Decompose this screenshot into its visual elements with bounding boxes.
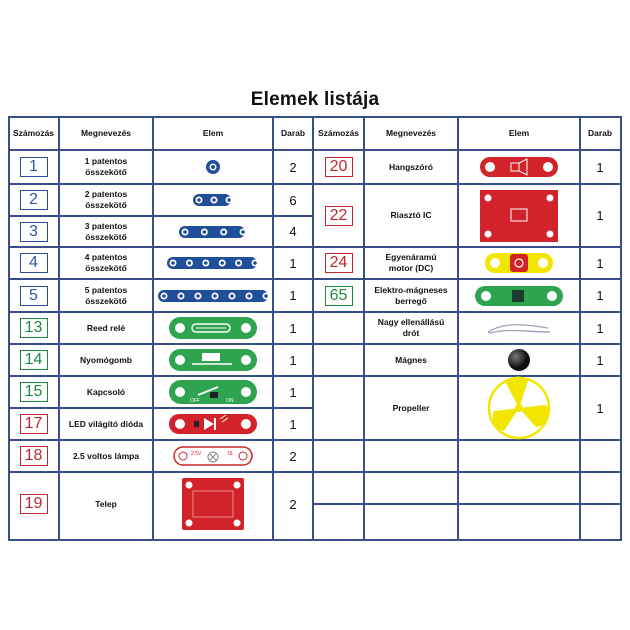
part-name-line: Nyomógomb bbox=[80, 354, 132, 365]
snap-2-icon bbox=[191, 190, 235, 210]
part-image bbox=[458, 184, 580, 247]
part-number-cell bbox=[313, 344, 364, 376]
part-name-line: összekötő bbox=[85, 200, 127, 210]
header-elem-left: Elem bbox=[202, 128, 224, 138]
alarm-ic-icon bbox=[479, 189, 559, 243]
part-number: 18 bbox=[20, 446, 48, 466]
part-name-line: 4 patentos bbox=[84, 252, 128, 262]
part-image bbox=[153, 279, 273, 312]
part-name-line: Hangszóró bbox=[389, 161, 433, 172]
part-image bbox=[458, 344, 580, 376]
switch-icon bbox=[168, 379, 258, 405]
led-icon bbox=[168, 413, 258, 435]
part-number-cell bbox=[8, 472, 59, 536]
part-quantity: 1 bbox=[596, 255, 604, 271]
part-quantity: 1 bbox=[596, 208, 604, 223]
part-name-line: Mágnes bbox=[395, 354, 427, 365]
part-image bbox=[458, 150, 580, 184]
part-quantity: 1 bbox=[596, 400, 604, 416]
part-number: 15 bbox=[20, 382, 48, 402]
parts-table bbox=[8, 116, 622, 541]
part-name-line: Nagy ellenállású bbox=[377, 317, 445, 327]
part-number-cell bbox=[313, 247, 364, 279]
part-name bbox=[364, 279, 458, 312]
part-number: 13 bbox=[20, 318, 48, 338]
svg-text:ON: ON bbox=[226, 398, 234, 404]
part-quantity: 4 bbox=[289, 224, 297, 239]
part-number-cell bbox=[8, 184, 59, 216]
part-number-cell bbox=[8, 344, 59, 376]
part-image bbox=[153, 472, 273, 536]
part-number-cell bbox=[8, 216, 59, 247]
part-image bbox=[153, 184, 273, 216]
part-number-cell bbox=[313, 279, 364, 312]
part-name bbox=[364, 344, 458, 376]
row-divider bbox=[313, 471, 620, 473]
part-image bbox=[153, 344, 273, 376]
speaker-icon bbox=[479, 156, 559, 178]
part-number: 20 bbox=[325, 157, 353, 177]
part-image bbox=[153, 247, 273, 279]
part-number-cell bbox=[8, 312, 59, 344]
part-name-line: 2 patentos bbox=[84, 189, 128, 199]
part-number-cell bbox=[313, 376, 364, 440]
part-name bbox=[59, 440, 153, 472]
part-quantity: 1 bbox=[596, 352, 604, 368]
svg-text:OFF: OFF bbox=[190, 398, 200, 404]
svg-text:2.5V: 2.5V bbox=[191, 451, 202, 457]
part-name bbox=[59, 184, 153, 216]
row-divider bbox=[313, 503, 620, 505]
battery-icon bbox=[181, 477, 245, 531]
part-image bbox=[153, 440, 273, 472]
part-name-line: összekötő bbox=[85, 263, 127, 273]
part-name-line: Riasztó IC bbox=[390, 210, 432, 220]
header-qty-left: Darab bbox=[280, 128, 306, 138]
part-number: 19 bbox=[20, 494, 48, 514]
part-name-line: 1 patentos bbox=[84, 156, 128, 166]
part-quantity: 6 bbox=[289, 192, 297, 208]
part-quantity: 1 bbox=[289, 352, 297, 368]
part-name bbox=[364, 376, 458, 440]
part-name-line: LED világító dióda bbox=[68, 418, 144, 429]
part-quantity: 1 bbox=[289, 416, 297, 432]
part-number-cell bbox=[313, 150, 364, 184]
part-number-cell bbox=[8, 376, 59, 408]
part-number: 14 bbox=[20, 350, 48, 370]
part-number: 4 bbox=[20, 253, 48, 273]
part-name-line: motor (DC) bbox=[388, 263, 434, 273]
part-name-line: Elektro-mágneses bbox=[374, 284, 448, 295]
part-name bbox=[59, 312, 153, 344]
part-name bbox=[59, 247, 153, 279]
part-image bbox=[458, 376, 580, 440]
part-number-cell bbox=[8, 408, 59, 440]
part-number: 2 bbox=[20, 190, 48, 210]
header-elem-right: Elem bbox=[508, 128, 530, 138]
part-name bbox=[59, 216, 153, 247]
part-name-line: 3 patentos bbox=[84, 220, 128, 231]
part-quantity: 1 bbox=[289, 384, 297, 400]
part-image bbox=[153, 150, 273, 184]
part-name bbox=[59, 408, 153, 440]
part-name-line: 5 patentos bbox=[84, 284, 128, 295]
push-button-icon bbox=[168, 348, 258, 372]
part-quantity: 2 bbox=[289, 496, 297, 512]
part-number-cell bbox=[313, 184, 364, 247]
part-name-line: Kapcsoló bbox=[86, 386, 126, 397]
part-name-line: berregő bbox=[395, 295, 427, 306]
part-quantity: 1 bbox=[596, 320, 604, 336]
part-image bbox=[458, 279, 580, 312]
header-szamozas-left: Számozás bbox=[12, 128, 55, 138]
propeller-icon bbox=[484, 373, 554, 443]
header-szamozas-right: Számozás bbox=[317, 128, 360, 138]
part-name-line: Reed relé bbox=[86, 322, 126, 333]
part-name-line: Propeller bbox=[392, 402, 430, 413]
part-quantity: 1 bbox=[289, 320, 297, 336]
part-number-cell bbox=[8, 279, 59, 312]
part-name-line: összekötő bbox=[85, 295, 127, 306]
part-quantity: 1 bbox=[289, 255, 297, 271]
part-quantity: 2 bbox=[289, 159, 297, 175]
part-number: 5 bbox=[20, 286, 48, 306]
part-quantity: 1 bbox=[289, 288, 297, 303]
part-name bbox=[59, 472, 153, 536]
part-name-line: Telep bbox=[95, 498, 117, 509]
part-name bbox=[364, 150, 458, 184]
magnet-icon bbox=[506, 347, 532, 373]
header-megnevezes-left: Megnevezés bbox=[80, 128, 132, 138]
part-quantity: 1 bbox=[596, 288, 604, 303]
part-name bbox=[59, 376, 153, 408]
part-number: 3 bbox=[20, 222, 48, 242]
snap-4-icon bbox=[165, 253, 261, 273]
part-number: 24 bbox=[325, 253, 353, 273]
part-number-cell bbox=[8, 150, 59, 184]
part-quantity: 2 bbox=[289, 448, 297, 464]
header-qty-right: Darab bbox=[587, 128, 613, 138]
snap-3-icon bbox=[177, 222, 249, 242]
part-image bbox=[458, 312, 580, 344]
part-name-line: összekötő bbox=[85, 231, 127, 242]
part-name-line: drót bbox=[402, 328, 420, 338]
part-image bbox=[153, 408, 273, 440]
buzzer-icon bbox=[474, 285, 564, 307]
part-number: 1 bbox=[20, 157, 48, 177]
header-megnevezes-right: Megnevezés bbox=[385, 128, 437, 138]
snap-1-icon bbox=[203, 157, 223, 177]
wire-icon bbox=[484, 318, 554, 338]
reed-relay-icon bbox=[168, 316, 258, 340]
part-number-cell bbox=[313, 312, 364, 344]
part-name bbox=[59, 279, 153, 312]
part-name-line: 2.5 voltos lámpa bbox=[72, 450, 140, 461]
part-image bbox=[153, 312, 273, 344]
part-name bbox=[364, 184, 458, 247]
part-name-line: Egyenáramú bbox=[385, 252, 437, 262]
snap-5-icon bbox=[156, 286, 270, 306]
part-image bbox=[153, 216, 273, 247]
part-name bbox=[364, 247, 458, 279]
part-name bbox=[364, 312, 458, 344]
svg-text:18: 18 bbox=[227, 451, 233, 457]
dc-motor-icon bbox=[484, 251, 554, 275]
part-number-cell bbox=[8, 440, 59, 472]
part-name bbox=[59, 150, 153, 184]
part-number-cell bbox=[8, 247, 59, 279]
part-quantity: 1 bbox=[596, 159, 604, 175]
part-name-line: összekötő bbox=[85, 167, 127, 177]
lamp-icon bbox=[173, 446, 253, 466]
part-number: 22 bbox=[325, 206, 353, 226]
part-image bbox=[458, 247, 580, 279]
part-number: 65 bbox=[325, 286, 353, 306]
part-number: 17 bbox=[20, 414, 48, 434]
part-image bbox=[153, 376, 273, 408]
page-title: Elemek listája bbox=[250, 89, 380, 110]
part-name bbox=[59, 344, 153, 376]
